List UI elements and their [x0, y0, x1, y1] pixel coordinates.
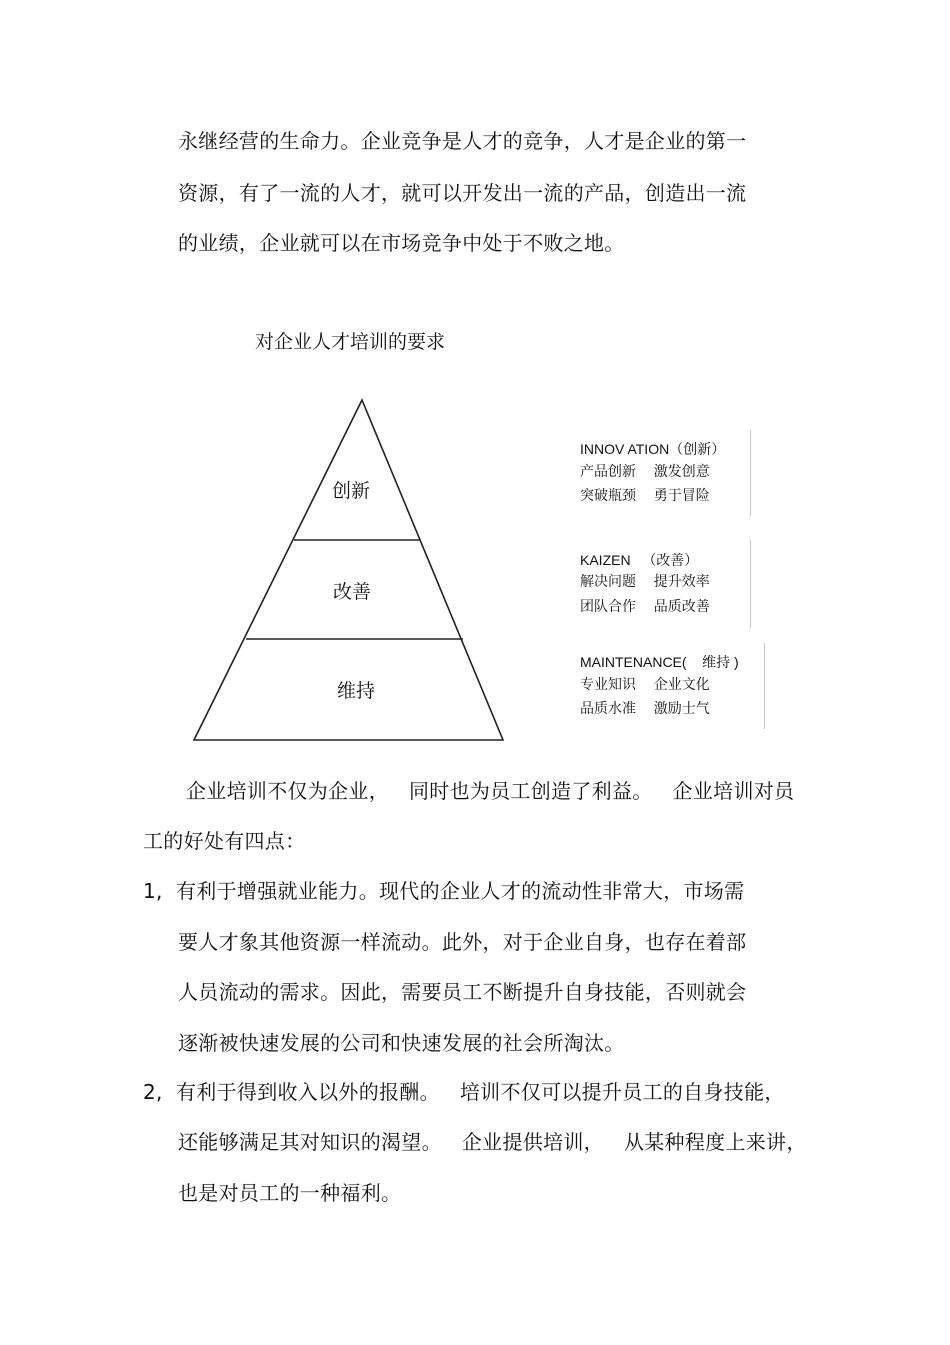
legend-heading-innovation: INNOV ATION（创新） [580, 441, 726, 457]
body-para-line-1: 企业培训不仅为企业， 同时也为员工创造了利益。 企业培训对员 [186, 779, 795, 803]
legend-item: 产品创新 激发创意 [580, 464, 710, 480]
intro-line-2: 资源，有了一流的人才，就可以开发出一流的产品，创造出一流 [178, 181, 747, 205]
tier-label-maintenance: 维持 [337, 680, 376, 702]
legend-item: 品质水准 激励士气 [580, 701, 710, 717]
tier-label-innovation: 创新 [332, 480, 371, 502]
item1-line-2: 要人才象其他资源一样流动。此外，对于企业自身，也存在着部 [178, 930, 747, 954]
legend-divider [764, 643, 765, 729]
legend-divider [750, 430, 751, 516]
item1-line-4: 逐渐被快速发展的公司和快速发展的社会所淘汰。 [178, 1031, 625, 1055]
legend-item: 专业知识 企业文化 [580, 677, 710, 693]
tier-label-kaizen: 改善 [333, 581, 372, 603]
item1-line-3: 人员流动的需求。因此，需要员工不断提升自身技能，否则就会 [178, 980, 747, 1004]
item2-line-3: 也是对员工的一种福利。 [178, 1181, 402, 1205]
legend-item: 解决问题 提升效率 [580, 574, 710, 590]
item1-line-1: 1, 有利于增强就业能力。现代的企业人才的流动性非常大，市场需 [143, 879, 745, 903]
legend-item: 团队合作 品质改善 [580, 599, 710, 615]
intro-line-1: 永继经营的生命力。企业竞争是人才的竞争，人才是企业的第一 [178, 129, 747, 153]
legend-item: 突破瓶颈 勇于冒险 [580, 488, 710, 504]
item2-line-1: 2, 有利于得到收入以外的报酬。 培训不仅可以提升员工的自身技能， [143, 1080, 785, 1104]
figure-title: 对企业人才培训的要求 [255, 331, 446, 353]
item2-line-2: 还能够满足其对知识的渴望。 企业提供培训， 从某种程度上来讲， [178, 1130, 807, 1154]
legend-heading-maintenance: MAINTENANCE( 维持 ) [580, 654, 739, 670]
intro-line-3: 的业绩，企业就可以在市场竞争中处于不败之地。 [178, 231, 625, 255]
body-para-line-2: 工的好处有四点： [143, 829, 306, 853]
legend-heading-kaizen: KAIZEN （改善） [580, 552, 699, 568]
legend-divider [750, 540, 751, 628]
